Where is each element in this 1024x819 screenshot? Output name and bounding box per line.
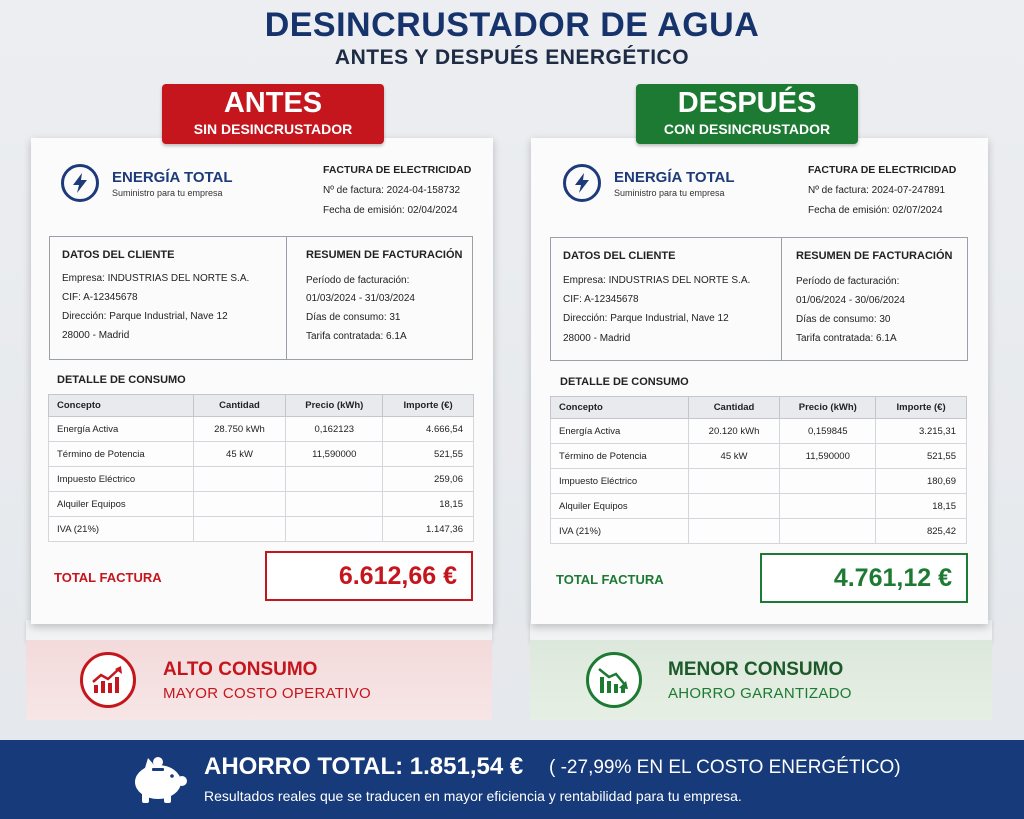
brand-name: ENERGÍA TOTAL [112, 169, 233, 186]
cell-quantity: 45 kW [193, 442, 286, 467]
cell-concept: Energía Activa [49, 417, 194, 442]
table-row [49, 467, 474, 492]
table-row [49, 517, 474, 542]
billing-heading: RESUMEN DE FACTURACIÓN [306, 249, 463, 261]
cell-amount: 18,15 [876, 494, 967, 519]
table-row [49, 417, 474, 442]
cell-concept: Alquiler Equipos [49, 492, 194, 517]
cell-amount: 521,55 [383, 442, 474, 467]
client-billing-box [49, 236, 473, 360]
lightning-logo-icon [563, 164, 601, 202]
badge-before-subtitle: SIN DESINCRUSTADOR [193, 121, 353, 137]
invoice-title: FACTURA DE ELECTRICIDAD [808, 164, 957, 176]
cell-price [780, 469, 876, 494]
client-cif: CIF: A-12345678 [62, 292, 138, 303]
col-amount: Importe (€) [876, 397, 967, 419]
badge-after [636, 84, 858, 144]
brand-tagline: Suministro para tu empresa [614, 188, 725, 198]
col-price: Precio (kWh) [286, 395, 383, 417]
col-amount: Importe (€) [383, 395, 474, 417]
savings-banner [0, 740, 1024, 819]
cell-concept: Término de Potencia [49, 442, 194, 467]
col-price: Precio (kWh) [780, 397, 876, 419]
detail-heading: DETALLE DE CONSUMO [560, 376, 689, 388]
invoice-number: Nº de factura: 2024-07-247891 [808, 185, 946, 196]
billing-tariff: Tarifa contratada: 6.1A [796, 333, 897, 344]
billing-period-label: Período de facturación: [306, 275, 410, 286]
detail-heading: DETALLE DE CONSUMO [57, 374, 186, 386]
billing-heading: RESUMEN DE FACTURACIÓN [796, 250, 953, 262]
rising-chart-icon [80, 652, 136, 708]
cell-price: 11,590000 [780, 444, 876, 469]
client-city: 28000 - Madrid [563, 333, 631, 344]
badge-after-title: DESPUÉS [677, 87, 817, 119]
cell-quantity [193, 517, 286, 542]
cell-amount: 180,69 [876, 469, 967, 494]
client-company: Empresa: INDUSTRIAS DEL NORTE S.A. [62, 273, 250, 284]
issue-date: Fecha de emisión: 02/07/2024 [808, 205, 943, 216]
table-row [551, 519, 967, 544]
status-panel-after [530, 640, 992, 720]
savings-percent: ( -27,99% EN EL COSTO ENERGÉTICO) [549, 757, 901, 778]
consumption-table [48, 394, 474, 542]
cell-concept: IVA (21%) [49, 517, 194, 542]
cell-quantity: 28.750 kWh [193, 417, 286, 442]
cell-quantity [193, 467, 286, 492]
invoice-title: FACTURA DE ELECTRICIDAD [323, 164, 472, 176]
col-quantity: Cantidad [193, 395, 286, 417]
total-label: TOTAL FACTURA [54, 570, 162, 585]
total-amount: 4.761,12 € [760, 553, 968, 603]
status-subtitle-after: AHORRO GARANTIZADO [668, 685, 852, 702]
cell-price: 11,590000 [286, 442, 383, 467]
status-title-after: MENOR CONSUMO [668, 659, 844, 680]
client-address: Dirección: Parque Industrial, Nave 12 [62, 311, 228, 322]
cell-amount: 825,42 [876, 519, 967, 544]
total-label: TOTAL FACTURA [556, 572, 664, 587]
consumption-table [550, 396, 967, 544]
savings-subtitle: Resultados reales que se traducen en mayor eficiencia y rentabilidad para tu empresa. [204, 788, 742, 804]
status-title-before: ALTO CONSUMO [163, 659, 318, 680]
cell-price: 0,162123 [286, 417, 383, 442]
cell-price [286, 517, 383, 542]
cell-price [286, 492, 383, 517]
client-heading: DATOS DEL CLIENTE [62, 249, 175, 261]
table-row [551, 444, 967, 469]
badge-before [162, 84, 384, 144]
billing-tariff: Tarifa contratada: 6.1A [306, 331, 407, 342]
cell-price: 0,159845 [780, 419, 876, 444]
cell-amount: 4.666,54 [383, 417, 474, 442]
cell-concept: Alquiler Equipos [551, 494, 689, 519]
cell-amount: 259,06 [383, 467, 474, 492]
brand-name: ENERGÍA TOTAL [614, 169, 735, 186]
cell-quantity [688, 519, 780, 544]
lightning-logo-icon [61, 164, 99, 202]
cell-amount: 1.147,36 [383, 517, 474, 542]
falling-chart-icon [586, 652, 642, 708]
cell-amount: 18,15 [383, 492, 474, 517]
client-heading: DATOS DEL CLIENTE [563, 250, 676, 262]
cell-concept: Término de Potencia [551, 444, 689, 469]
savings-total: AHORRO TOTAL: 1.851,54 € [204, 753, 524, 780]
table-row [551, 469, 967, 494]
cell-concept: Impuesto Eléctrico [551, 469, 689, 494]
cell-quantity: 20.120 kWh [688, 419, 780, 444]
client-billing-box [550, 237, 968, 361]
billing-period: 01/06/2024 - 30/06/2024 [796, 295, 905, 306]
col-concept: Concepto [551, 397, 689, 419]
status-panel-before [26, 640, 492, 720]
invoice-number: Nº de factura: 2024-04-158732 [323, 185, 461, 196]
badge-before-title: ANTES [223, 87, 323, 119]
issue-date: Fecha de emisión: 02/04/2024 [323, 205, 458, 216]
piggy-bank-icon [128, 754, 188, 811]
page-subtitle: ANTES Y DESPUÉS ENERGÉTICO [334, 46, 690, 69]
cell-concept: Impuesto Eléctrico [49, 467, 194, 492]
table-row [551, 494, 967, 519]
table-row [49, 492, 474, 517]
client-cif: CIF: A-12345678 [563, 294, 639, 305]
cell-quantity [688, 494, 780, 519]
cell-concept: Energía Activa [551, 419, 689, 444]
cell-price [286, 467, 383, 492]
cell-concept: IVA (21%) [551, 519, 689, 544]
billing-days: Días de consumo: 31 [306, 312, 401, 323]
brand-tagline: Suministro para tu empresa [112, 188, 223, 198]
badge-after-subtitle: CON DESINCRUSTADOR [663, 121, 831, 137]
table-row [49, 442, 474, 467]
col-quantity: Cantidad [688, 397, 780, 419]
total-amount: 6.612,66 € [265, 551, 473, 601]
billing-period: 01/03/2024 - 31/03/2024 [306, 293, 415, 304]
billing-period-label: Período de facturación: [796, 276, 900, 287]
cell-quantity [688, 469, 780, 494]
client-city: 28000 - Madrid [62, 330, 130, 341]
cell-quantity: 45 kW [688, 444, 780, 469]
billing-days: Días de consumo: 30 [796, 314, 891, 325]
cell-amount: 521,55 [876, 444, 967, 469]
col-concept: Concepto [49, 395, 194, 417]
cell-price [780, 519, 876, 544]
invoice-after [531, 138, 988, 624]
table-row [551, 419, 967, 444]
client-company: Empresa: INDUSTRIAS DEL NORTE S.A. [563, 275, 751, 286]
client-address: Dirección: Parque Industrial, Nave 12 [563, 313, 729, 324]
status-subtitle-before: MAYOR COSTO OPERATIVO [163, 685, 371, 702]
cell-quantity [193, 492, 286, 517]
cell-price [780, 494, 876, 519]
invoice-before [31, 138, 493, 624]
page-title: DESINCRUSTADOR DE AGUA [264, 6, 760, 44]
cell-amount: 3.215,31 [876, 419, 967, 444]
